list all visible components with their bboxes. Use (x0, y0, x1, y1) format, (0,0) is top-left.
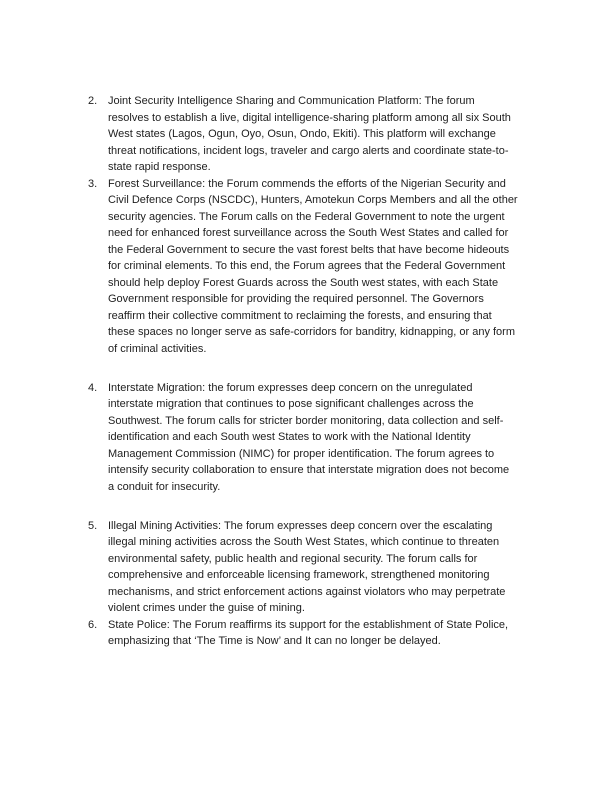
list-item (88, 176, 540, 358)
text-line: emphasizing that ‘The Time is Now’ and It can no longer be delayed. (108, 635, 441, 647)
text-line: resolves to establish a live, digital intelligence-sharing platform among all six South (108, 111, 511, 124)
text-line: violent crimes under the guise of mining. (108, 602, 305, 614)
list-item (88, 380, 540, 496)
text-line: illegal mining activities across the South West States, which continue to threaten (108, 536, 500, 548)
text-line: interstate migration that continues to pose significant challenges across the (108, 398, 474, 410)
text-line: identification and each South west States to work with the National Identity (108, 431, 471, 443)
text-line: Civil Defence Corps (NSCDC), Hunters, Amotekun Corps Members and all the other (108, 194, 518, 206)
text-line: intensify security collaboration to ensure that interstate migration does not become (108, 464, 510, 476)
list-item (88, 617, 540, 650)
text-line: the Federal Government to secure the vast forest belts that have become hideouts (108, 243, 510, 256)
text-line: these spaces no longer serve as safe-corridors for banditry, kidnapping, or any form (108, 326, 515, 338)
text-line: environmental safety, public health and regional security. The forum calls for (108, 552, 478, 565)
item-text (108, 93, 540, 176)
text-line: Forest Surveillance: the Forum commends the efforts of the Nigerian Security and (108, 177, 506, 190)
text-line: Southwest. The forum calls for stricter border monitoring, data collection and self- (108, 414, 504, 427)
text-line: Management Commission (NIMC) for proper identification. The forum agrees to (108, 447, 495, 460)
text-line: comprehensive and enforceable licensing framework, strengthened monitoring (108, 569, 490, 581)
text-line: West states (Lagos, Ogun, Oyo, Osun, Ondo, Ekiti). This platform will exchange (108, 128, 496, 140)
text-line: should help deploy Forest Guards across the South west states, with each State (108, 276, 499, 289)
text-line: security agencies. The Forum calls on the Federal Government to note the urgent (108, 210, 505, 223)
item-number: 6. (88, 618, 98, 631)
text-line: state rapid response. (108, 161, 211, 173)
text-line: Joint Security Intelligence Sharing and Communication Platform: The forum (108, 95, 475, 107)
item-number: 5. (88, 519, 98, 532)
item-text (108, 617, 540, 650)
item-text (108, 380, 540, 496)
numbered-list (88, 93, 540, 650)
item-text (108, 176, 540, 358)
text-line: a conduit for insecurity. (108, 480, 221, 493)
text-line: need for enhanced forest surveillance across the South West States and called for (108, 227, 509, 239)
list-item (88, 518, 540, 617)
text-line: threat notifications, incident logs, traveler and cargo alerts and coordinate state-to- (108, 144, 509, 157)
text-line: reaffirm their collective commitment to reclaiming the forests, and ensuring that (108, 309, 492, 322)
item-number: 3. (88, 177, 98, 190)
item-number: 4. (88, 381, 98, 394)
text-line: Government responsible for providing the required personnel. The Governors (108, 293, 484, 305)
text-line: State Police: The Forum reaffirms its support for the establishment of State Police, (108, 618, 509, 631)
text-line: mechanisms, and strict enforcement actions against violators who may perpetrate (108, 585, 506, 598)
list-item (88, 93, 540, 176)
text-line: of criminal activities. (108, 342, 207, 355)
text-line: Interstate Migration: the forum expresses deep concern on the unregulated (108, 381, 473, 394)
text-line: Illegal Mining Activities: The forum expresses deep concern over the escalating (108, 519, 493, 532)
text-line: for criminal elements. To this end, the Forum agrees that the Federal Government (108, 260, 506, 272)
item-text (108, 518, 540, 617)
item-number: 2. (88, 95, 98, 107)
